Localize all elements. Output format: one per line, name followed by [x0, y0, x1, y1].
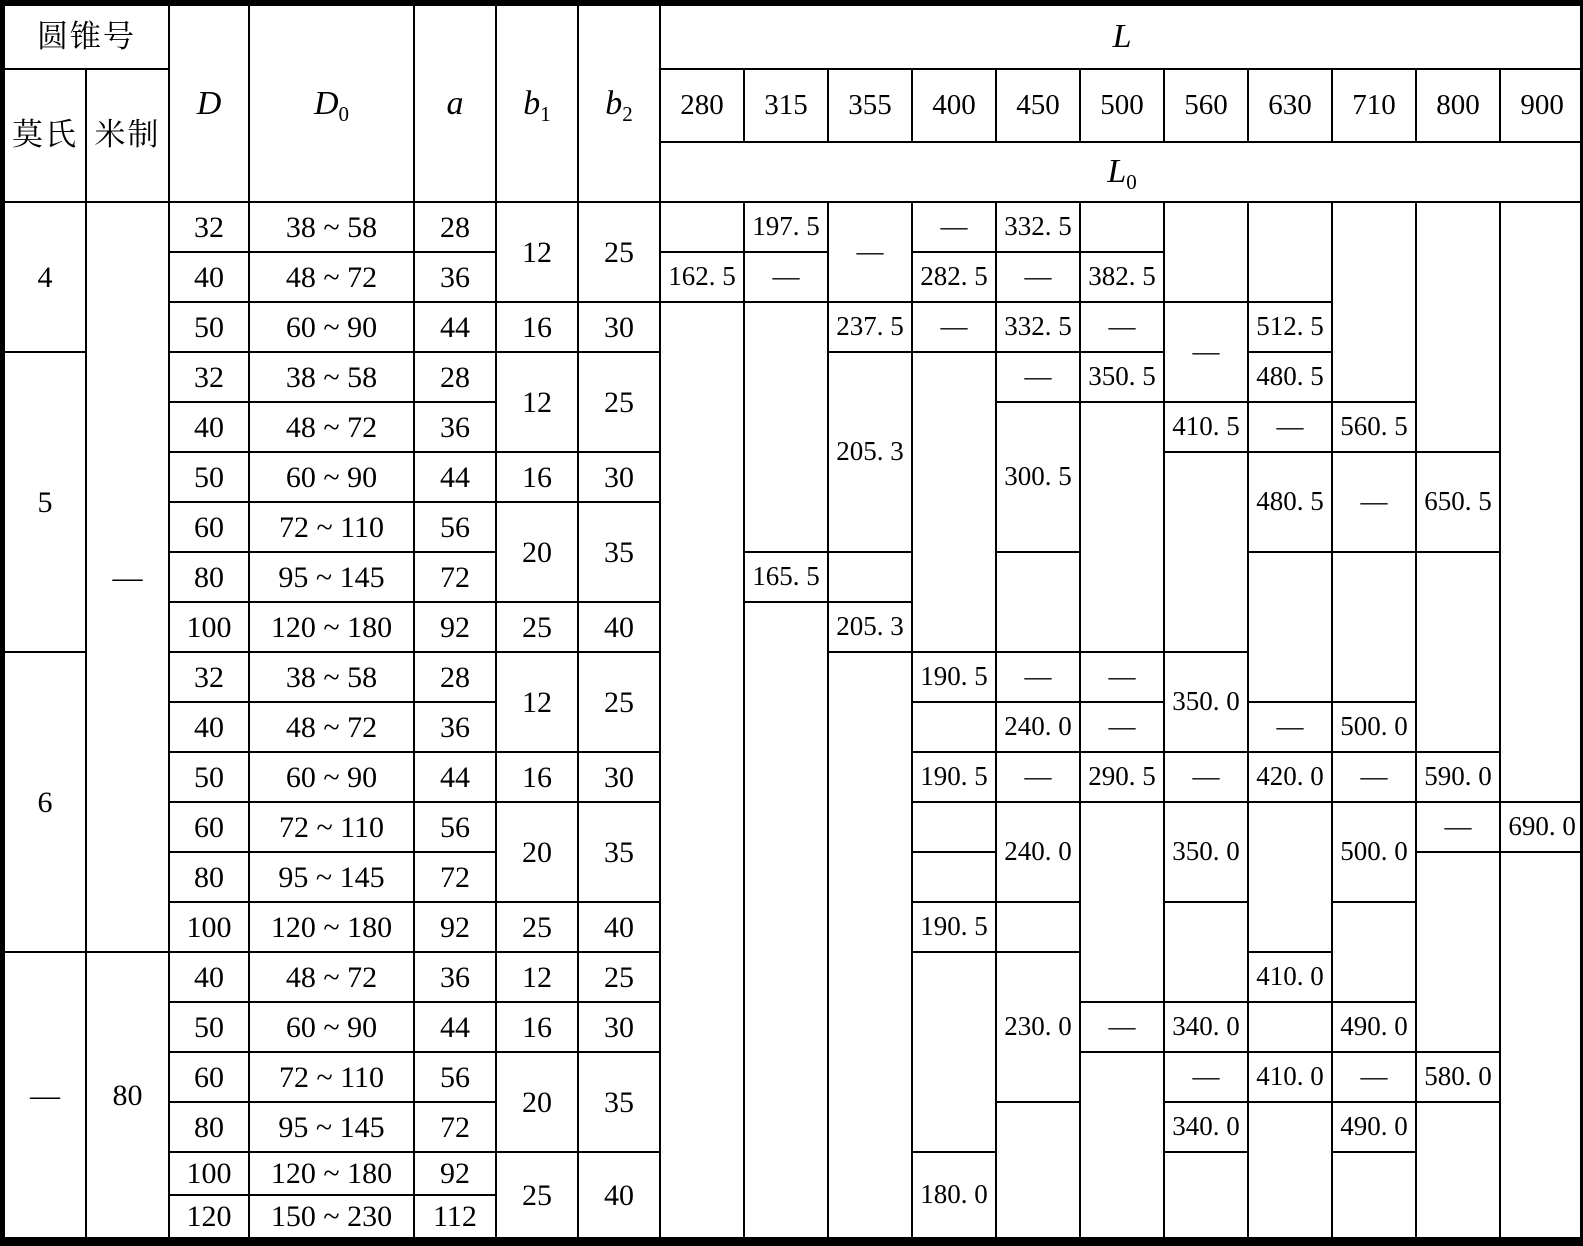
cell-l0: 197. 5	[744, 202, 828, 252]
cell-b1: 25	[496, 902, 578, 952]
header-l0-text: L	[1107, 153, 1127, 191]
cell-empty	[1164, 202, 1248, 302]
cell-l0: 490. 0	[1332, 1102, 1416, 1152]
cell-d: 50	[169, 752, 249, 802]
cell-empty	[1248, 552, 1332, 702]
cell-d0: 120 ~ 180	[249, 1152, 414, 1195]
header-l-size: 450	[996, 69, 1080, 142]
cell-empty	[1164, 902, 1248, 1002]
cell-a: 36	[414, 952, 496, 1002]
header-col-d0-sub: 0	[338, 101, 350, 126]
cell-l0: 230. 0	[996, 952, 1080, 1102]
cell-empty	[1164, 452, 1248, 652]
header-col-d-text: D	[196, 84, 222, 122]
cell-b1: 12	[496, 202, 578, 302]
cell-empty	[1332, 202, 1416, 402]
cell-b1: 20	[496, 802, 578, 902]
cell-d: 80	[169, 552, 249, 602]
header-col-b1-sub: 1	[540, 101, 551, 126]
cell-l0: —	[996, 252, 1080, 302]
cell-empty	[1248, 1102, 1332, 1238]
header-l-size: 560	[1164, 69, 1248, 142]
cell-d0: 95 ~ 145	[249, 1102, 414, 1152]
cell-b2: 30	[578, 752, 660, 802]
cell-d: 40	[169, 252, 249, 302]
cell-l0: —	[1332, 1052, 1416, 1102]
cell-b1: 12	[496, 952, 578, 1002]
cell-l0: —	[1332, 452, 1416, 552]
metric-group-label: —	[86, 202, 169, 952]
cell-d: 100	[169, 1152, 249, 1195]
header-col-d0-text: D	[313, 84, 339, 122]
header-l-size: 315	[744, 69, 828, 142]
cell-a: 92	[414, 902, 496, 952]
cell-l0: 560. 5	[1332, 402, 1416, 452]
cell-d0: 95 ~ 145	[249, 552, 414, 602]
cell-l0: 480. 5	[1248, 352, 1332, 402]
cell-d0: 72 ~ 110	[249, 502, 414, 552]
cell-l0: —	[912, 202, 996, 252]
cell-empty	[1416, 202, 1500, 452]
cell-b1: 16	[496, 752, 578, 802]
cell-a: 72	[414, 552, 496, 602]
cell-a: 56	[414, 802, 496, 852]
cell-empty	[912, 952, 996, 1152]
cell-l0: —	[1164, 1052, 1248, 1102]
cell-d: 32	[169, 352, 249, 402]
cell-a: 72	[414, 1102, 496, 1152]
cell-d0: 38 ~ 58	[249, 202, 414, 252]
cell-d0: 95 ~ 145	[249, 852, 414, 902]
cell-l0: 420. 0	[1248, 752, 1332, 802]
cell-l0: —	[996, 752, 1080, 802]
cell-empty	[912, 702, 996, 752]
cell-d0: 72 ~ 110	[249, 802, 414, 852]
cell-l0: 650. 5	[1416, 452, 1500, 552]
cell-l0: 190. 5	[912, 652, 996, 702]
cell-l0: —	[828, 202, 912, 302]
cell-d0: 120 ~ 180	[249, 902, 414, 952]
header-col-b2	[578, 5, 660, 202]
cell-empty	[996, 1102, 1080, 1238]
cell-a: 72	[414, 852, 496, 902]
cell-l0: —	[1080, 652, 1164, 702]
cell-l0: —	[744, 252, 828, 302]
cell-empty	[1416, 552, 1500, 752]
cell-a: 28	[414, 352, 496, 402]
cell-d: 120	[169, 1195, 249, 1238]
morse-group-label: 5	[4, 352, 86, 652]
cell-a: 28	[414, 652, 496, 702]
cell-d: 40	[169, 702, 249, 752]
cell-b1: 12	[496, 352, 578, 452]
cell-l0: 512. 5	[1248, 302, 1332, 352]
cell-empty	[1248, 202, 1332, 302]
cell-b1: 25	[496, 602, 578, 652]
cell-d0: 72 ~ 110	[249, 1052, 414, 1102]
cell-l0: 205. 3	[828, 352, 912, 552]
cell-empty	[660, 302, 744, 1238]
cell-l0: 205. 3	[828, 602, 912, 652]
cell-b2: 40	[578, 902, 660, 952]
cell-d: 60	[169, 802, 249, 852]
header-col-b2-text: b	[605, 84, 623, 122]
cell-l0: 350. 5	[1080, 352, 1164, 402]
cell-l0: —	[1332, 752, 1416, 802]
cell-l0: 350. 0	[1164, 802, 1248, 902]
cell-b2: 25	[578, 352, 660, 452]
cell-empty	[912, 802, 996, 852]
cell-b2: 35	[578, 1052, 660, 1152]
header-col-d0	[249, 5, 414, 202]
cell-d0: 60 ~ 90	[249, 302, 414, 352]
cell-empty	[744, 302, 828, 552]
cell-l0: 300. 5	[996, 402, 1080, 552]
cell-l0: 240. 0	[996, 802, 1080, 902]
cell-d: 60	[169, 502, 249, 552]
cell-l0: 350. 0	[1164, 652, 1248, 752]
header-col-b2-sub: 2	[622, 101, 633, 126]
cell-l0: 190. 5	[912, 902, 996, 952]
cell-d0: 60 ~ 90	[249, 752, 414, 802]
cell-l0: 332. 5	[996, 202, 1080, 252]
cell-l0: —	[996, 652, 1080, 702]
cell-b2: 30	[578, 452, 660, 502]
header-l-size: 900	[1500, 69, 1583, 142]
header-l-size: 280	[660, 69, 744, 142]
cell-d0: 48 ~ 72	[249, 252, 414, 302]
morse-group-label: 4	[4, 202, 86, 352]
cell-a: 44	[414, 302, 496, 352]
cell-d: 60	[169, 1052, 249, 1102]
cell-l0: 690. 0	[1500, 802, 1583, 852]
header-morse: 莫氏	[4, 69, 86, 202]
cell-l0: 332. 5	[996, 302, 1080, 352]
cell-d: 80	[169, 852, 249, 902]
cell-l0: 410. 5	[1164, 402, 1248, 452]
metric-group-label: 80	[86, 952, 169, 1238]
cell-a: 92	[414, 602, 496, 652]
header-metric: 米制	[86, 69, 169, 202]
header-l-size: 400	[912, 69, 996, 142]
cell-empty	[1332, 1152, 1416, 1238]
cell-empty	[1416, 1102, 1500, 1238]
cell-empty	[660, 202, 744, 252]
header-col-l-text: L	[1112, 18, 1132, 56]
cell-l0: —	[1080, 1002, 1164, 1052]
cell-b2: 35	[578, 802, 660, 902]
header-cone-number: 圆锥号	[4, 5, 169, 69]
cell-b2: 30	[578, 1002, 660, 1052]
cell-empty	[1248, 802, 1332, 952]
header-l-size: 630	[1248, 69, 1332, 142]
cell-empty	[1500, 852, 1583, 1238]
header-l-size: 800	[1416, 69, 1500, 142]
cell-d0: 48 ~ 72	[249, 402, 414, 452]
cell-empty	[1332, 902, 1416, 1002]
header-l-size: 355	[828, 69, 912, 142]
cell-empty	[912, 352, 996, 652]
cell-b1: 16	[496, 302, 578, 352]
cell-l0: —	[1080, 702, 1164, 752]
cell-l0: —	[1080, 302, 1164, 352]
cell-l0: 580. 0	[1416, 1052, 1500, 1102]
header-l0-sub: 0	[1126, 170, 1137, 195]
cell-b2: 40	[578, 602, 660, 652]
cell-a: 44	[414, 752, 496, 802]
cell-l0: 240. 0	[996, 702, 1080, 752]
cell-l0: 382. 5	[1080, 252, 1164, 302]
cell-b2: 25	[578, 952, 660, 1002]
cell-b1: 16	[496, 452, 578, 502]
cell-empty	[1248, 1002, 1332, 1052]
cell-d0: 38 ~ 58	[249, 652, 414, 702]
header-col-b1-text: b	[523, 84, 541, 122]
cell-a: 112	[414, 1195, 496, 1238]
cell-empty	[828, 552, 912, 602]
cell-d: 100	[169, 902, 249, 952]
taper-dimension-table	[3, 4, 1583, 1239]
cell-l0: 590. 0	[1416, 752, 1500, 802]
header-col-a-text: a	[446, 84, 464, 122]
cell-empty	[1080, 1052, 1164, 1238]
cell-empty	[1332, 552, 1416, 702]
cell-l0: —	[912, 302, 996, 352]
cell-l0: 165. 5	[744, 552, 828, 602]
cell-l0: —	[1416, 802, 1500, 852]
header-col-a	[414, 5, 496, 202]
cell-d: 32	[169, 202, 249, 252]
cell-l0: 180. 0	[912, 1152, 996, 1238]
cell-a: 44	[414, 452, 496, 502]
header-col-b1	[496, 5, 578, 202]
cell-empty	[996, 552, 1080, 652]
cell-l0: 290. 5	[1080, 752, 1164, 802]
header-l-size: 710	[1332, 69, 1416, 142]
cell-l0: 340. 0	[1164, 1102, 1248, 1152]
morse-group-label: —	[4, 952, 86, 1238]
cell-b2: 25	[578, 652, 660, 752]
cell-d: 100	[169, 602, 249, 652]
cell-d: 32	[169, 652, 249, 702]
cell-l0: —	[1248, 702, 1332, 752]
cell-empty	[828, 652, 912, 1238]
cell-b1: 25	[496, 1152, 578, 1238]
cell-a: 56	[414, 502, 496, 552]
cell-b2: 30	[578, 302, 660, 352]
cell-l0: 500. 0	[1332, 702, 1416, 752]
cell-l0: 190. 5	[912, 752, 996, 802]
header-col-l	[660, 5, 1583, 69]
cell-b1: 20	[496, 502, 578, 602]
header-col-d	[169, 5, 249, 202]
cell-a: 28	[414, 202, 496, 252]
cell-b1: 12	[496, 652, 578, 752]
cell-a: 36	[414, 402, 496, 452]
cell-b2: 40	[578, 1152, 660, 1238]
cell-b1: 20	[496, 1052, 578, 1152]
cell-empty	[1416, 852, 1500, 1052]
cell-l0: 237. 5	[828, 302, 912, 352]
cell-d: 50	[169, 302, 249, 352]
cell-empty	[1080, 802, 1164, 1002]
cell-d: 50	[169, 1002, 249, 1052]
cell-b1: 16	[496, 1002, 578, 1052]
cell-empty	[1500, 202, 1583, 802]
cell-d0: 48 ~ 72	[249, 952, 414, 1002]
cell-l0: —	[1164, 752, 1248, 802]
cell-a: 36	[414, 702, 496, 752]
header-l0	[660, 142, 1583, 202]
morse-group-label: 6	[4, 652, 86, 952]
cell-d: 50	[169, 452, 249, 502]
cell-l0: 162. 5	[660, 252, 744, 302]
cell-l0: 500. 0	[1332, 802, 1416, 902]
cell-empty	[996, 902, 1080, 952]
header-l-size: 500	[1080, 69, 1164, 142]
cell-empty	[912, 852, 996, 902]
cell-l0: 410. 0	[1248, 1052, 1332, 1102]
cell-a: 44	[414, 1002, 496, 1052]
cell-b2: 25	[578, 202, 660, 302]
cell-l0: —	[1248, 402, 1332, 452]
cell-empty	[744, 602, 828, 1238]
cell-empty	[1080, 402, 1164, 652]
cell-a: 92	[414, 1152, 496, 1195]
cell-l0: —	[1164, 302, 1248, 402]
cell-l0: 282. 5	[912, 252, 996, 302]
cell-b2: 35	[578, 502, 660, 602]
cell-d: 40	[169, 402, 249, 452]
cell-d: 40	[169, 952, 249, 1002]
cell-a: 36	[414, 252, 496, 302]
cell-d0: 38 ~ 58	[249, 352, 414, 402]
cell-l0: 340. 0	[1164, 1002, 1248, 1052]
cell-d0: 60 ~ 90	[249, 1002, 414, 1052]
cell-d0: 60 ~ 90	[249, 452, 414, 502]
cell-l0: 490. 0	[1332, 1002, 1416, 1052]
cell-d0: 120 ~ 180	[249, 602, 414, 652]
cell-d0: 150 ~ 230	[249, 1195, 414, 1238]
cell-empty	[1164, 1152, 1248, 1238]
cell-d: 80	[169, 1102, 249, 1152]
cell-l0: 410. 0	[1248, 952, 1332, 1002]
cell-a: 56	[414, 1052, 496, 1102]
cell-empty	[1080, 202, 1164, 252]
cell-d0: 48 ~ 72	[249, 702, 414, 752]
cell-l0: —	[996, 352, 1080, 402]
cell-l0: 480. 5	[1248, 452, 1332, 552]
